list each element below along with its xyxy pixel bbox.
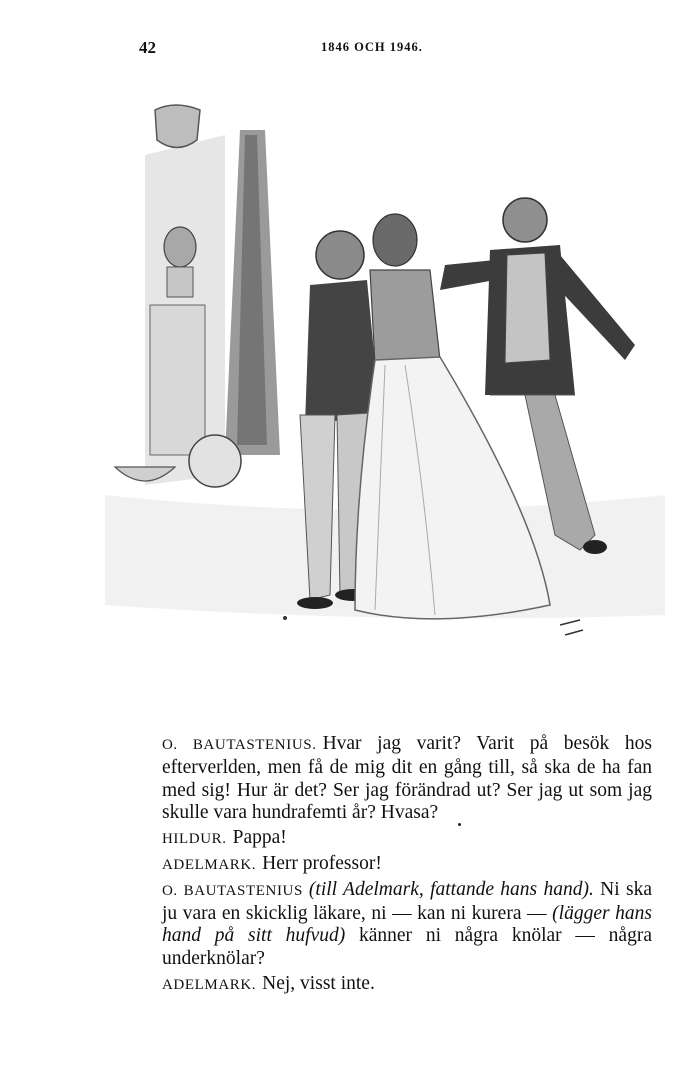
bust-shape	[164, 227, 196, 267]
pedestal-shape	[150, 305, 205, 455]
engraving-illustration	[105, 95, 665, 655]
speech-text: Hvar jag varit? Varit på besök hos efterverlden, men få de mig dit en gång till, så ska de ha fan med sig! Hur är det? Ser jag förändrad ut? Ser jag ut som jag skulle vara hundrafemti år? Hvasa?	[162, 733, 652, 824]
page-number: 42	[139, 38, 156, 57]
dialogue-line	[162, 879, 652, 971]
dialogue-text	[162, 733, 652, 999]
dialogue-line	[162, 827, 652, 851]
page-header	[139, 38, 550, 60]
speaker-name: HILDUR.	[162, 831, 227, 848]
running-head: 1846 OCH 1946.	[321, 40, 423, 54]
speech-text: Nej, visst inte.	[262, 972, 375, 994]
speech-text: Pappa!	[232, 827, 287, 849]
speaker-name: O. BAUTASTENIUS.	[162, 737, 317, 753]
globe-shape	[189, 435, 241, 487]
speaker-name: ADELMARK.	[162, 856, 257, 873]
stage-direction: (till Adelmark, fattande hans hand).	[308, 878, 594, 900]
print-speck	[458, 823, 461, 826]
speech-text: Herr professor!	[262, 852, 382, 874]
dialogue-line	[162, 973, 652, 997]
vase-shape	[155, 105, 200, 148]
speech-text: Ni ska ju vara en skicklig läkare, ni — kan ni kurera —	[162, 878, 652, 924]
dialogue-line	[162, 853, 652, 877]
speaker-name: ADELMARK.	[162, 976, 257, 993]
engraving-illustration-icon	[105, 95, 665, 655]
speech-text: känner ni några knölar — några underknölar?	[162, 925, 652, 970]
speaker-name: O. BAUTASTENIUS	[162, 882, 303, 899]
stage-direction: (lägger hans hand på sitt hufvud)	[162, 902, 652, 947]
dialogue-line	[162, 733, 652, 825]
